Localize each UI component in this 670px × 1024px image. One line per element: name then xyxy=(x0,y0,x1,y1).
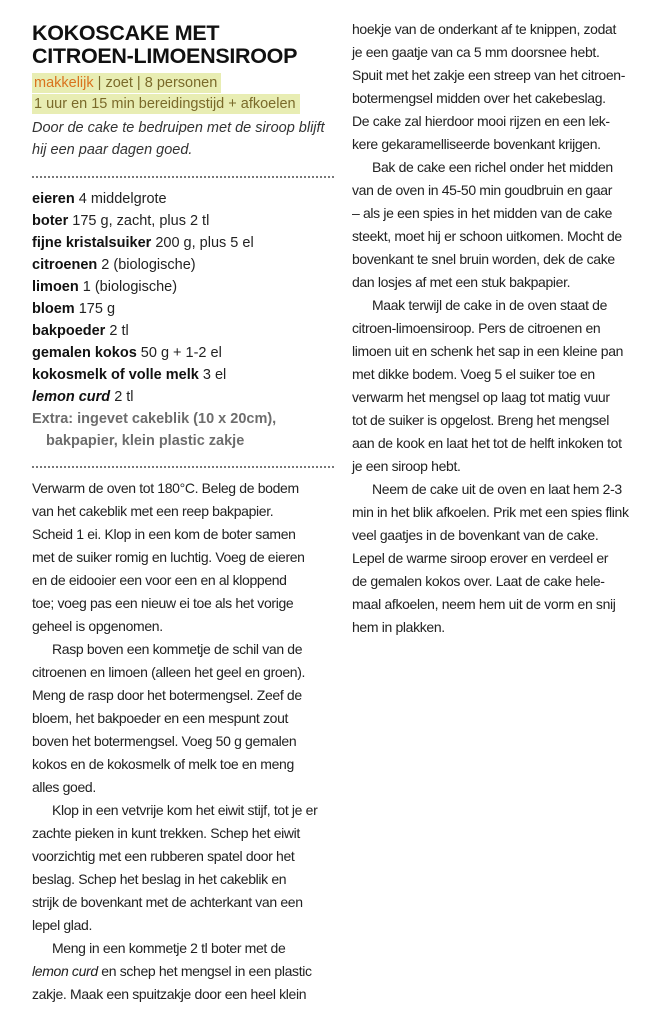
extra-line: bakpapier, klein plastic zakje xyxy=(46,433,245,449)
text-line: lepel glad. xyxy=(32,917,92,933)
text-line: Neem de cake uit de oven en laat hem 2-3 xyxy=(372,481,622,497)
prep-time-text: 1 uur en 15 min bereidingstijd + afkoelen xyxy=(34,96,296,112)
text-line: strijk de bovenkant met de achterkant van een xyxy=(32,894,303,910)
ingredient-name: citroenen xyxy=(32,257,98,273)
text-line: tot de suiker is opgelost. Breng het mengsel xyxy=(352,412,609,428)
text-line: alles goed. xyxy=(32,779,96,795)
method-step-7 xyxy=(352,478,654,639)
text-line: hem in plakken. xyxy=(352,619,445,635)
text-line: bovenkant te snel bruin worden, dek de cake xyxy=(352,251,615,267)
text-line: Scheid 1 ei. Klop in een kom de boter samen xyxy=(32,526,296,542)
right-column xyxy=(352,18,654,639)
ingredient-item xyxy=(32,320,334,342)
text-line: veel gaatjes in de bovenkant van de cake. xyxy=(352,527,599,543)
method-step-2 xyxy=(32,638,334,799)
text-line: met dikke bodem. Voeg 5 el suiker toe en xyxy=(352,366,595,382)
ingredient-name: kokosmelk of volle melk xyxy=(32,367,199,383)
left-column xyxy=(32,22,334,1006)
text-line: zachte pieken in kunt trekken. Schep het eiwit xyxy=(32,825,300,841)
method-step-1 xyxy=(32,477,334,638)
ingredient-amount: 2 (biologische) xyxy=(101,257,196,273)
extra-line: Extra: ingevet cakeblik (10 x 20cm), xyxy=(32,411,277,427)
text-line: voorzichtig met een rubberen spatel door het xyxy=(32,848,295,864)
text-line: kere gekaramelliseerde bovenkant krijgen. xyxy=(352,136,601,152)
text-line: toe; voeg pas een nieuw ei toe als het vorige xyxy=(32,595,294,611)
ingredient-amount: 3 el xyxy=(202,367,227,383)
taste-tag: zoet xyxy=(105,75,133,91)
ingredient-amount: 2 tl xyxy=(114,389,134,405)
ingredient-amount: 175 g xyxy=(78,301,116,317)
text-line: dan losjes af met een stuk bakpapier. xyxy=(352,274,571,290)
text-run: en schep het mengsel in een plastic xyxy=(97,963,312,979)
method-step-4-continued xyxy=(352,18,654,156)
text-line: en de eidooier een voor een en al kloppend xyxy=(32,572,287,588)
text-line: zakje. Maak een spuitzakje door een heel klein xyxy=(32,986,307,1002)
tag-separator: | xyxy=(136,75,141,91)
title-line: KOKOSCAKE MET xyxy=(32,21,220,45)
ingredient-item xyxy=(32,210,334,232)
method-step-6 xyxy=(352,294,654,478)
difficulty-tag: makkelijk xyxy=(34,75,94,91)
ingredient-item xyxy=(32,254,334,276)
ingredient-item xyxy=(32,342,334,364)
text-line: je een gaatje van ca 5 mm doorsnee hebt. xyxy=(352,44,600,60)
text-line: hoekje van de onderkant af te knippen, zodat xyxy=(352,21,617,37)
ingredient-item xyxy=(32,386,334,408)
text-line: aan de kook en laat het tot de helft inkoken tot xyxy=(352,435,622,451)
text-line: kokos en de kokosmelk of melk toe en meng xyxy=(32,756,294,772)
text-line: limoen uit en schenk het sap in een kleine pan xyxy=(352,343,624,359)
ingredient-name: lemon curd xyxy=(32,389,111,405)
ingredient-name: bakpoeder xyxy=(32,323,106,339)
dotted-divider xyxy=(32,466,334,468)
ingredient-item xyxy=(32,276,334,298)
text-line: verwarm het mengsel op laag tot matig vuur xyxy=(352,389,610,405)
title-line: CITROEN-LIMOENSIROOP xyxy=(32,44,298,68)
ingredient-item xyxy=(32,298,334,320)
ingredient-amount: 2 tl xyxy=(109,323,129,339)
text-line: citroen-limoensiroop. Pers de citroenen en xyxy=(352,320,601,336)
text-line: Rasp boven een kommetje de schil van de xyxy=(52,641,303,657)
ingredient-name: boter xyxy=(32,213,69,229)
text-line: min in het blik afkoelen. Prik met een spies flink xyxy=(352,504,629,520)
text-line: De cake zal hierdoor mooi rijzen en een lek- xyxy=(352,113,610,129)
ingredient-amount: 50 g + 1-2 el xyxy=(140,345,222,361)
ingredient-name: limoen xyxy=(32,279,79,295)
ingredient-amount: 200 g, plus 5 el xyxy=(155,235,254,251)
ingredient-list xyxy=(32,188,334,408)
text-line: Meng de rasp door het botermengsel. Zeef de xyxy=(32,687,302,703)
text-line: – als je een spies in het midden van de cake xyxy=(352,205,613,221)
text-line: Meng in een kommetje 2 tl boter met de xyxy=(52,940,286,956)
ingredient-item xyxy=(32,232,334,254)
text-line: van de oven in 45-50 min goudbruin en gaar xyxy=(352,182,613,198)
text-line: Bak de cake een richel onder het midden xyxy=(372,159,613,175)
text-line: Verwarm de oven tot 180°C. Beleg de bodem xyxy=(32,480,299,496)
recipe-title xyxy=(32,22,334,68)
ingredient-amount: 4 middelgrote xyxy=(78,191,167,207)
italic-term: lemon curd xyxy=(32,963,98,979)
ingredient-name: gemalen kokos xyxy=(32,345,137,361)
ingredient-item xyxy=(32,364,334,386)
dotted-divider xyxy=(32,176,334,178)
ingredient-name: eieren xyxy=(32,191,75,207)
ingredient-amount: 1 (biologische) xyxy=(82,279,178,295)
recipe-tags xyxy=(32,73,221,93)
text-line: met de suiker romig en luchtig. Voeg de eieren xyxy=(32,549,305,565)
intro-line: hij een paar dagen goed. xyxy=(32,142,193,158)
text-line: je een siroop hebt. xyxy=(352,458,461,474)
text-line: Klop in een vetvrije kom het eiwit stijf, tot je er xyxy=(52,802,318,818)
ingredient-amount: 175 g, zacht, plus 2 tl xyxy=(72,213,210,229)
text-line: geheel is opgenomen. xyxy=(32,618,163,634)
text-line: maal afkoelen, neem hem uit de vorm en snij xyxy=(352,596,616,612)
text-line xyxy=(32,960,334,983)
text-line: citroenen en limoen (alleen het geel en groen). xyxy=(32,664,306,680)
method-step-3 xyxy=(32,799,334,937)
text-line: bloem, het bakpoeder en een mespunt zout xyxy=(32,710,289,726)
text-line: boven het botermengsel. Voeg 50 g gemalen xyxy=(32,733,297,749)
ingredient-name: fijne kristalsuiker xyxy=(32,235,152,251)
text-line: beslag. Schep het beslag in het cakeblik en xyxy=(32,871,287,887)
text-line: van het cakeblik met een reep bakpapier. xyxy=(32,503,274,519)
recipe-intro xyxy=(32,117,334,161)
extra-equipment xyxy=(32,408,334,452)
ingredient-item xyxy=(32,188,334,210)
text-line: Spuit met het zakje een streep van het citroen- xyxy=(352,67,626,83)
method-step-5 xyxy=(352,156,654,294)
text-line: de gemalen kokos over. Laat de cake hele- xyxy=(352,573,605,589)
ingredient-name: bloem xyxy=(32,301,75,317)
method-step-4 xyxy=(32,937,334,1006)
text-line: botermengsel midden over het cakebeslag. xyxy=(352,90,606,106)
text-line: Maak terwijl de cake in de oven staat de xyxy=(372,297,608,313)
tag-separator: | xyxy=(97,75,102,91)
intro-line: Door de cake te bedruipen met de siroop blijft xyxy=(32,120,325,136)
servings-tag: 8 personen xyxy=(144,75,218,91)
prep-time xyxy=(32,94,300,114)
text-line: steekt, moet hij er schoon uitkomen. Mocht de xyxy=(352,228,622,244)
text-line: Lepel de warme siroop erover en verdeel er xyxy=(352,550,609,566)
